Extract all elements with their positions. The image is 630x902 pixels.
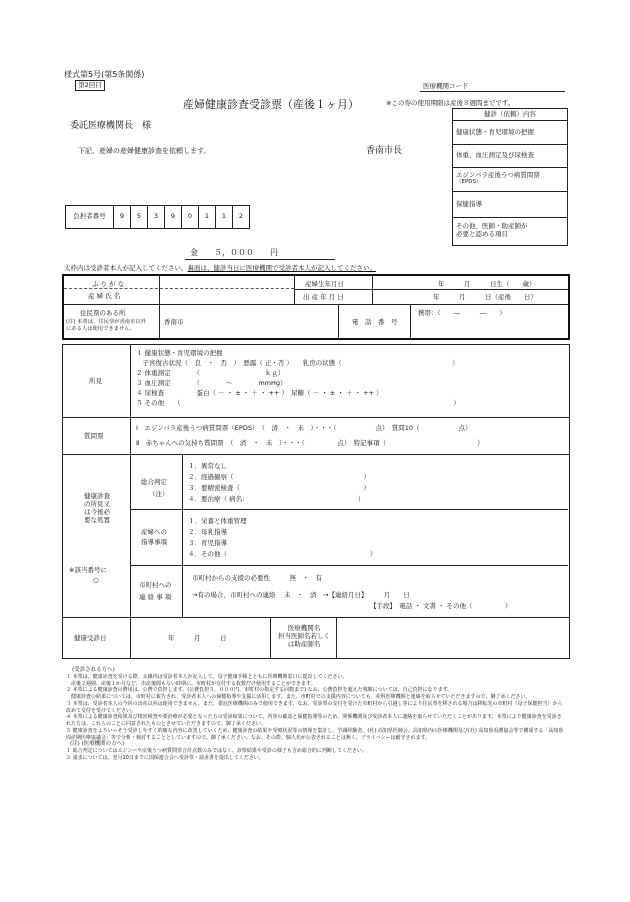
row-divider-1 [294, 289, 568, 290]
birth-value: 年 月 日生（ 歳） [438, 280, 536, 288]
visit-divider-2 [270, 617, 271, 659]
payer-digit: 1 [199, 206, 216, 228]
checkup-item-3-label: エジンバラ産後うつ病質問票 [456, 171, 540, 179]
furigana-line [64, 288, 294, 289]
name-value-divider [294, 276, 295, 304]
followup-label [72, 492, 122, 525]
checkup-item-5-line1: その他、医師・助産師が [456, 222, 528, 230]
judgment-item: ４．要治療（ 病名： ） [188, 495, 365, 503]
instruction-plain: 太枠内は受診者本人が記入してください。 [64, 264, 188, 272]
followup-label-line: 健康診査 [84, 492, 110, 500]
findings-line: ３ 血圧測定 （ ～ mmHg） [136, 379, 287, 387]
followup-note-2: ○ [93, 576, 99, 584]
name-label: 産 婦 氏 名 [88, 292, 121, 300]
payer-digit: 5 [131, 206, 148, 228]
visit-divider-1 [130, 617, 131, 659]
guidance-label-2: 指導事項 [141, 538, 167, 546]
payer-number-label: 負担者番号 [66, 206, 114, 228]
phone-label: 電 話 番 号 [352, 318, 398, 326]
birth-divider [372, 276, 373, 304]
judgment-item: ２．経過観察（ ） [188, 473, 370, 481]
doctor-label-line: 担当医師名若しく [278, 632, 330, 641]
request-text: 下記、産婦の産婦健康診査を依頼します。 [78, 147, 211, 155]
judgment-note: （注） [149, 490, 169, 498]
form-number: 様式第5号(第5条関係) [64, 70, 145, 79]
visit-date-label: 健康受診日 [74, 634, 107, 642]
medical-code-line [420, 91, 565, 92]
issuer: 香南市長 [366, 146, 403, 156]
findings-line: ４ 尿検査 蛋白（ － ・ ± ・ ＋ ・ ++ ） 尿糖（ － ・ ± ・ ＋ ・ ++ ） [136, 389, 383, 397]
instruction-underlined: 裏面は、健診当日に医療機関で受診者本人が記入してください。 [187, 264, 376, 272]
checkup-items-box [452, 108, 568, 246]
payer-digit: 9 [165, 206, 182, 228]
checkup-item-4: 保健指導 [453, 192, 567, 218]
payer-digit: 1 [216, 206, 233, 228]
payer-digit: 9 [114, 206, 131, 228]
judgment-item: ３．要精密検査（ ） [188, 484, 370, 492]
questionnaire-label: 質問票 [84, 432, 104, 440]
guidance-bottom-line [130, 565, 568, 566]
notes-institution-item: ２ 請求については、翌月10日までに国保連合会へ受診票・請求書を提出してください。 [66, 755, 264, 761]
address-note-2: にある人は使用できません。 [66, 326, 136, 332]
address-value: 香南市 [164, 318, 184, 326]
contact-label-1: 市町村への [139, 581, 172, 589]
addressee: 委託医療機関長 様 [70, 121, 152, 131]
delivery-value: 年 月 日（産後 日） [433, 293, 537, 301]
guidance-label-1: 産婦への [141, 528, 167, 536]
notes [66, 667, 566, 762]
judgment-divider [182, 454, 183, 618]
contact-line-3: 【手段】 電話 ・ 文書 ・ その他（ ） [370, 602, 512, 610]
payer-digit: 2 [238, 212, 244, 220]
checkup-item-3 [453, 168, 567, 192]
questionnaire-line-1: Ⅰ エジンバラ産後うつ病質問票（EPDS） （ 済 ・ 未 ）・・・（ 点） 質問10（ 点） [136, 424, 472, 432]
followup-label-line: 要な処置 [84, 516, 110, 525]
notes-examinee-item: 産後２週間、産後１か月など、出産後間もない時期に、市町村が交付する枚数だけ使用することができます。 [66, 680, 316, 687]
payer-digit: 0 [182, 206, 199, 228]
doctor-label-line: 医療機関名 [287, 624, 321, 632]
checkup-item-5 [453, 218, 567, 238]
questionnaire-divider [130, 417, 131, 455]
followup-label-line: の所見又 [84, 500, 110, 509]
amount-underline [185, 259, 335, 260]
judgment-label: 総合判定 [141, 478, 167, 486]
doctor-label-line: は助産師名 [287, 640, 321, 649]
payer-number-row [65, 205, 250, 229]
guidance-item: ４．その他（ ） [188, 550, 377, 558]
title-note: ※この券の使用期限は産後８週間までです。 [386, 99, 515, 107]
findings-divider [130, 344, 131, 418]
findings-label: 所見 [89, 377, 102, 385]
address-note-1: (注) 本票は、住民票が香南市以外 [66, 319, 146, 325]
birth-label: 産婦生年月日 [305, 280, 344, 288]
doctor-label [274, 624, 334, 648]
furigana-label: ふ り が な [92, 280, 125, 288]
findings-line: ５ その他 （ ） [136, 399, 460, 407]
mobile-field[interactable]: 携帯：（ ― ― ） [418, 309, 506, 317]
name-col-divider [159, 276, 160, 304]
guidance-item: ２．母乳指導 [188, 528, 227, 536]
findings-line: １ 健康状態・育児環境の把握 [136, 349, 223, 357]
questionnaire-section [62, 417, 570, 455]
notes-examinee-heading: (受診される方へ) [72, 667, 115, 673]
checkup-item-1: 健康状態・育児環境の把握 [453, 121, 567, 145]
checkup-item-3-sub: （EPDS） [456, 179, 482, 186]
phone-divider-right [410, 304, 411, 338]
checkup-item-2: 体重、血圧測定及び尿検査 [453, 145, 567, 168]
address-label: 住民票のある所 [80, 309, 126, 317]
followup-divider [130, 454, 131, 618]
judgment-items [188, 462, 370, 506]
sheet-number: 第2回目 [75, 80, 105, 91]
notes-examinee-item: ３ 本票は、受診者本人の今回の出産以外は使用できません。また、委託医療機関のみで使用できます。なお、受診票の交付を受けた市町村から引越し等により住民票を移される場合は移転先の市町村（母子保健担当）から改めて交付を受けてください。 [66, 700, 563, 714]
notes-examinee-item: ５ 健康診査をよりいっそう受診しやすく的確な内容に改善していくため、健康診査の結果や受療状況等の情報を集計し、学識経験者、(社) 高知県医師会、高知県内の医療機関及び(社) 高知県看護協会等で構成する「高知県周産期医療協議会」等で分析・検討することとしていますので、御了承ください。なお、その際、個人名が公表されることは無く、プライバシーは厳守されます。 [66, 727, 564, 741]
guidance-item: ３．育児指導 [188, 539, 227, 547]
notes-examinee-item: ２ 本票による健康診査の費用は、公費で負担します。(公費負担５，０００円、市町村の指定する回数まで) なお、公費負担を超えた残額については、自己負担になります。 [66, 687, 453, 694]
delivery-label: 出 産 年 月 日 [303, 293, 344, 301]
followup-label-line: は今後必 [84, 508, 110, 517]
contact-label-2: 連 絡 事 項 [139, 593, 172, 601]
notes-examinee-item: 健康診査の結果については、市町村に報告され、受診者本人への保健指導や支援に活用します。また、市町村での支援内容についても、産科医療機関と連絡を取らせていただきますので、御了承ください。 [66, 694, 531, 701]
questionnaire-line-2: Ⅱ 赤ちゃんへの気持ち質問票 （ 済 ・ 未 ）・・・（ 点） 特記事項（ ） [136, 439, 484, 447]
guidance-item: １．栄養と体重管理 [188, 517, 247, 525]
amount: 金 ５，０００ 円 [190, 248, 278, 257]
checkup-item-5-line2: 必要と認める項目 [456, 230, 508, 239]
findings-line: 子宮復古状況（ 良 ・ 否 ） 悪露（ 正・否 ） 乳房の状態（ ） [136, 359, 459, 367]
visit-divider-3 [336, 617, 337, 659]
page-title: 産婦健康診査受診票（産後１ヶ月） [183, 98, 359, 111]
notes-institution-item: １ 総合判定についてはエジンバラ産後うつ病質問票合計点数のみではなく、診察結果や受診の様子も含め総合的に判断してください。 [66, 748, 367, 755]
notes-examinee-item: ４ 本票による健康診査結果及び精密検査や要治療が必要となった方の受診結果について、内容の確認と保健指導等のため、関係機関及び受診者本人に連絡を取らせていただくことがあります。本票により健康診査を受診された方は、これらのことに同意されたものとさせていただきますので、御了承ください。 [66, 714, 562, 728]
address-col-divider [159, 304, 160, 338]
row-divider-2 [64, 304, 568, 305]
contact-line-2: →有の場合、市町村への連絡 未 ・ 済 →【連絡月日】 月 日 [192, 591, 410, 599]
visit-date-value: 年 月 日 [168, 634, 227, 642]
judgment-item: １．異常なし [188, 462, 227, 470]
medical-code-label: 医療機関コード [423, 82, 469, 90]
notes-institution-heading: (注) (医療機関の方へ) [70, 741, 125, 748]
phone-divider-left [338, 304, 339, 338]
findings-lines [136, 349, 460, 409]
notes-examinee-item: １ 本票は、健康診査を受ける際、太線内は受診者本人が記入して、母子健康手帳とともに医療機関窓口に提出してください。 [66, 673, 348, 680]
payer-digit: 3 [148, 206, 165, 228]
followup-note-1: ※該当番号に [69, 566, 107, 574]
guidance-items [188, 517, 377, 561]
contact-line-1: 市町村からの支援の必要性 無 ・ 有 [192, 574, 322, 582]
checkup-heading: 健診（依頼）内容 [453, 109, 567, 121]
instruction [64, 264, 376, 272]
judgment-bottom-line [130, 509, 568, 510]
findings-line: ２ 体重測定 （ ｋｇ） [136, 369, 285, 377]
